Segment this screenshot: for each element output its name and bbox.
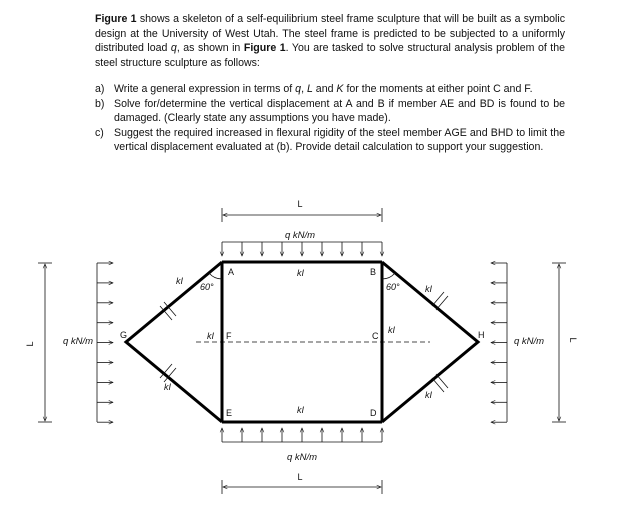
angle-arc-a	[209, 273, 222, 279]
node-label-c: C	[372, 331, 379, 341]
angle-label-b: 60°	[386, 282, 400, 292]
load-label-left: q kN/m	[62, 336, 94, 347]
left-dimension	[38, 263, 52, 422]
load-arrows-top	[222, 242, 382, 256]
task-c: c) Suggest the required increased in flexural rigidity of the steel member AGE and BHD to limit the vertical displacement evaluated at (b). Provide detail calculation to support your suggestion.	[95, 126, 565, 153]
load-arrows-left	[97, 263, 113, 422]
member-label-ge: kI	[164, 382, 172, 392]
node-label-b: B	[370, 267, 377, 277]
load-label-top: q kN/m	[284, 230, 316, 241]
figure-ref: Figure 1	[95, 13, 137, 25]
figure-ref: Figure 1	[243, 42, 286, 54]
load-label-bottom: q kN/m	[286, 452, 318, 463]
dim-label-top: L	[297, 199, 303, 209]
angle-label-a: 60°	[200, 282, 214, 292]
right-dimension	[552, 263, 566, 422]
dim-label-left: L	[25, 341, 35, 347]
top-dimension	[222, 199, 382, 222]
dim-label-right: L	[568, 337, 578, 343]
dim-label-bottom: L	[297, 472, 303, 482]
member-label-hd: kI	[425, 390, 433, 400]
node-label-g: G	[120, 330, 128, 340]
intro-paragraph: Figure 1 shows a skeleton of a self-equilibrium steel frame sculpture that will be built as a symbolic design at the University of West Utah. The steel frame is predicted to be subjected to a uniformly distributed load q, as shown in Figure 1. You are tasked to solve structural analysis problem of the steel structure sculpture as follows:	[95, 13, 566, 69]
task-b: b) Solve for/determine the vertical displacement at A and B if member AE and BD is found to be damaged. (Clearly state any assumptions you have made).	[95, 97, 565, 124]
node-label-f: F	[226, 331, 232, 341]
member-label-ag: kI	[176, 276, 184, 286]
load-label-right: q kN/m	[513, 336, 545, 347]
node-label-h: H	[478, 330, 485, 340]
member-label-ed: kI	[297, 405, 305, 415]
member-label-ab: kI	[297, 268, 305, 278]
member-label-ae: kI	[207, 331, 215, 341]
bottom-dimension	[222, 472, 382, 494]
load-arrows-bottom	[222, 428, 382, 442]
node-label-d: D	[370, 408, 377, 418]
load-arrows-right	[491, 263, 507, 422]
member-label-bh: kI	[425, 284, 433, 294]
angle-arc-b	[382, 273, 395, 279]
task-a: a) Write a general expression in terms of q, L and K for the moments at either point C and F.	[95, 83, 533, 95]
node-label-e: E	[226, 408, 233, 418]
member-label-bd: kI	[388, 325, 396, 335]
node-label-a: A	[228, 267, 235, 277]
